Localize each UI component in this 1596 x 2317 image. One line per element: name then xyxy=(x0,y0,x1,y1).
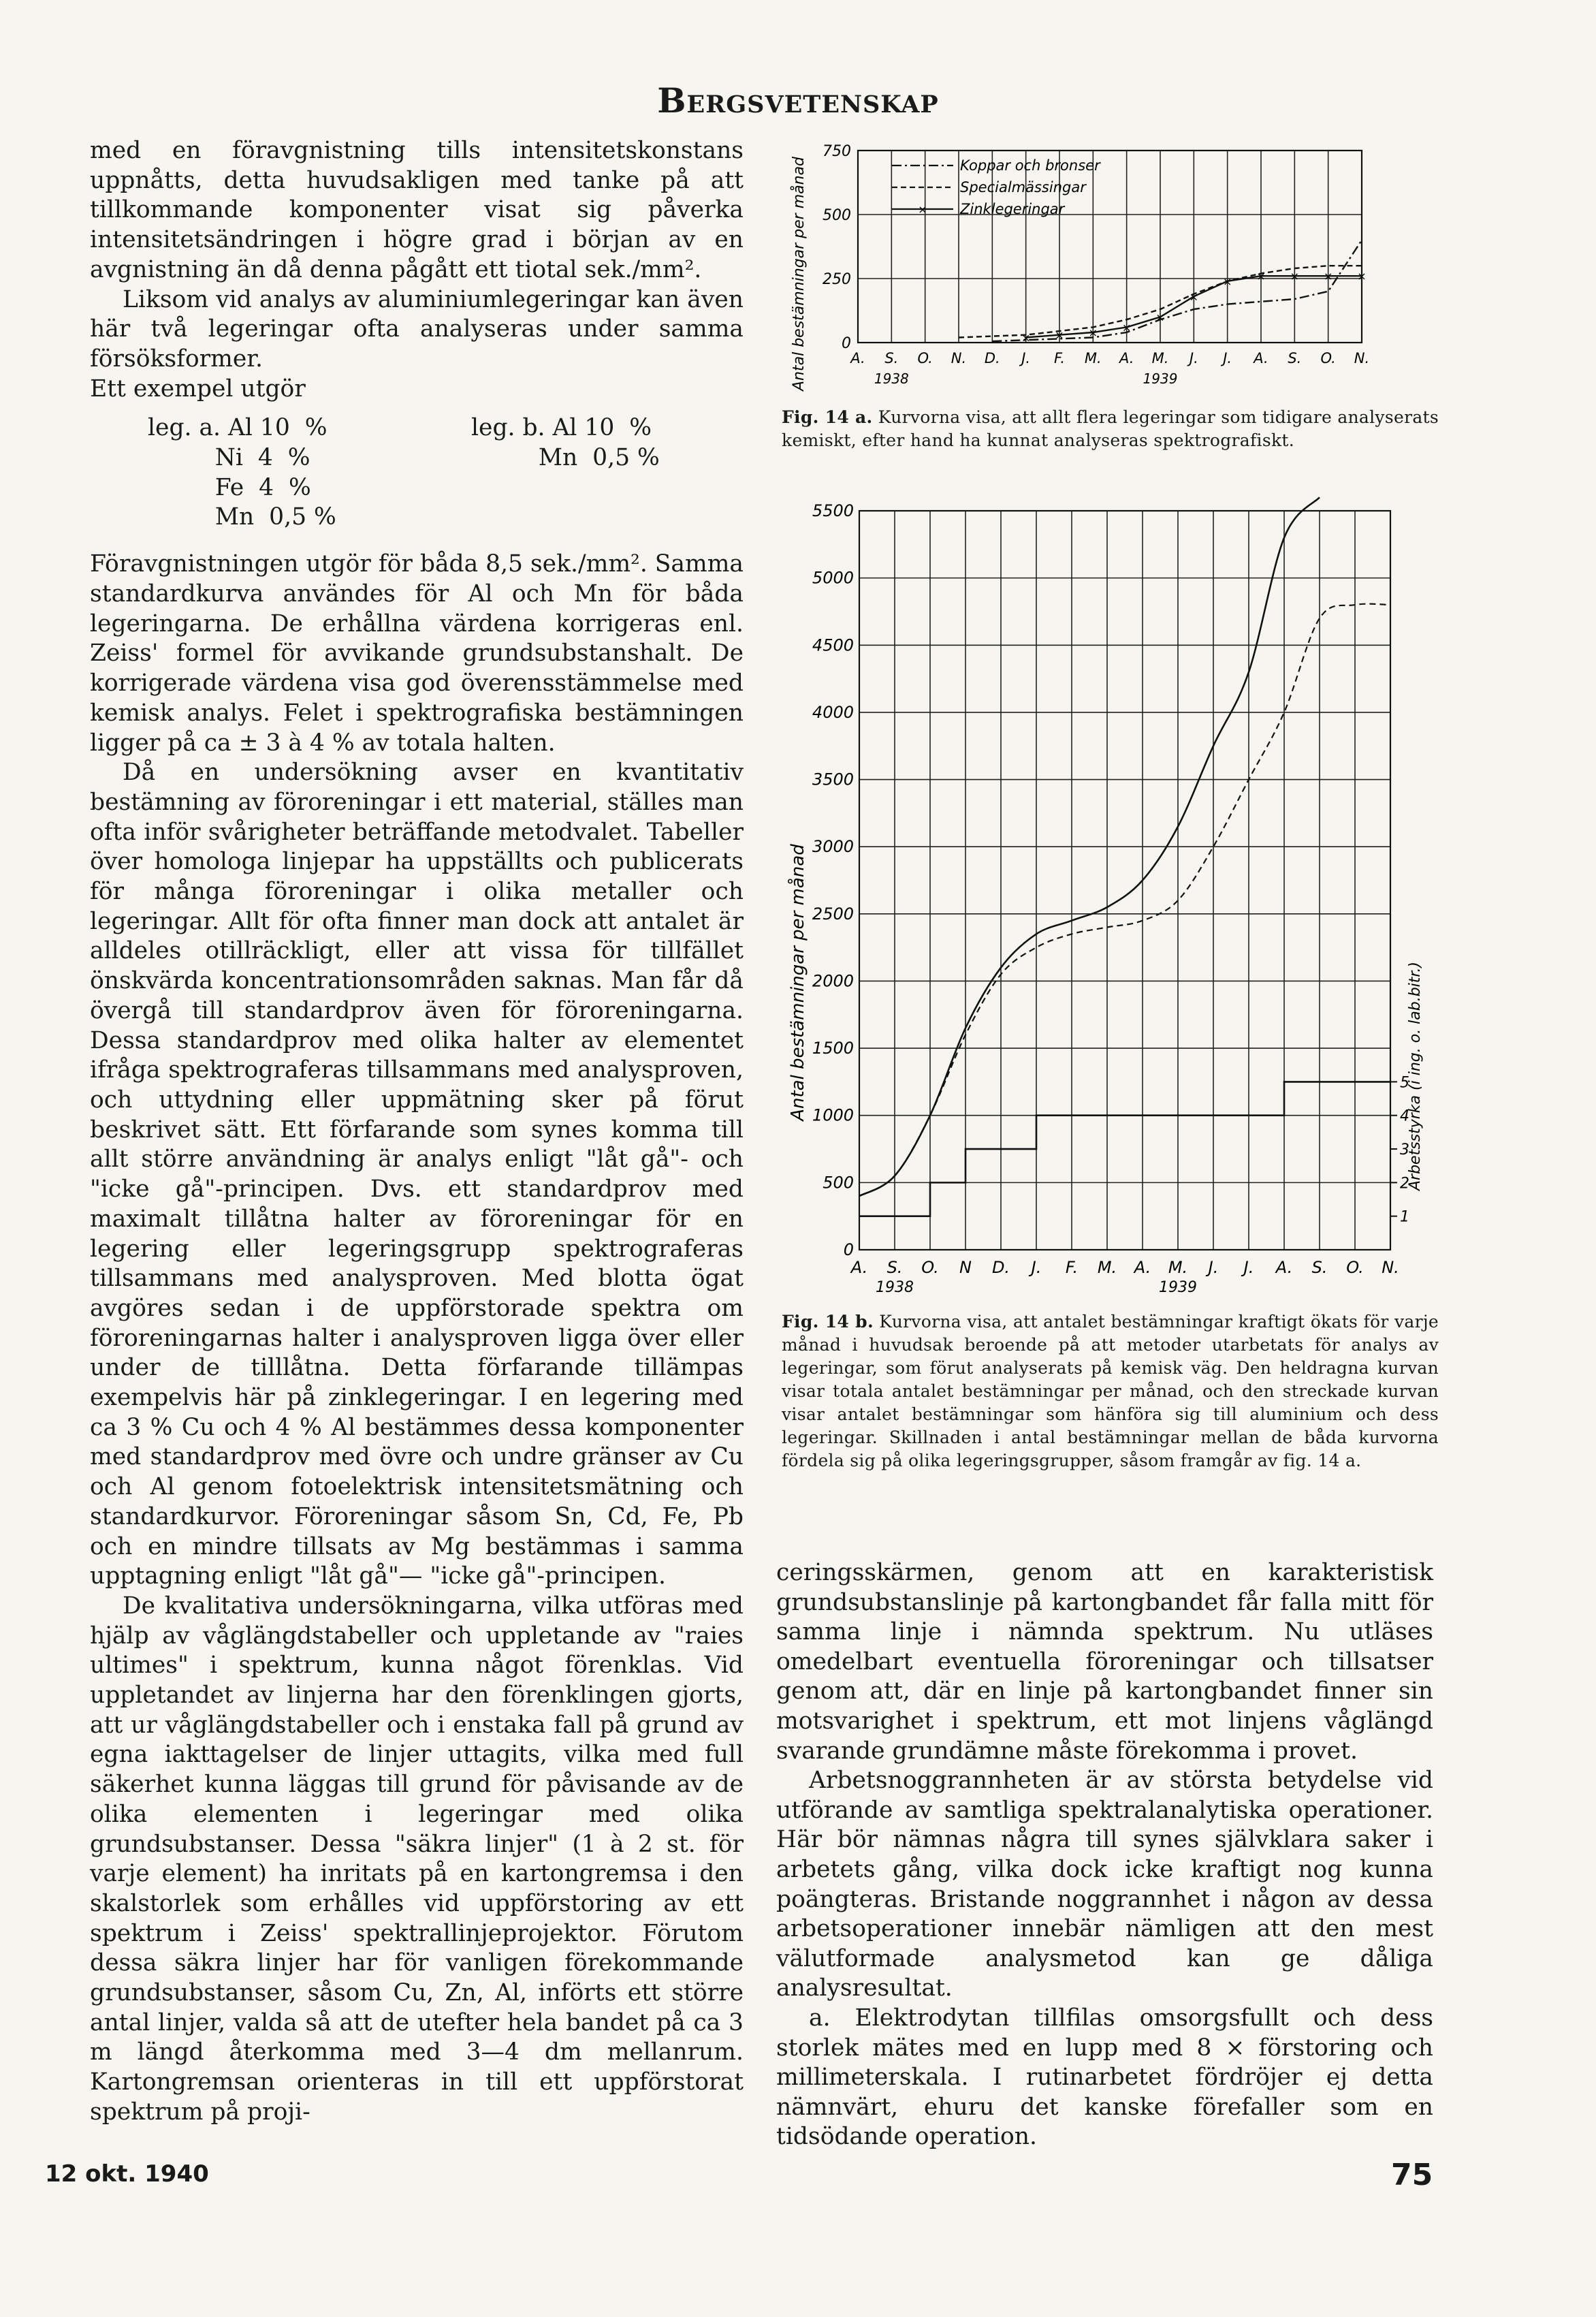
alloy-a xyxy=(148,413,336,533)
data-point: × xyxy=(1189,290,1199,304)
caption-text: Kurvorna visa, att allt flera legeringar som tidigare analyserats kemiskt, efter hand ha kunnat analyseras spektrografiskt. xyxy=(782,407,1439,450)
x-tick-label: S. xyxy=(1288,350,1302,366)
y-tick-label: 5500 xyxy=(812,501,854,520)
x-tick-label: A. xyxy=(850,350,865,366)
y-tick-label: 0 xyxy=(843,1240,854,1259)
y-tick-label: 3500 xyxy=(812,770,854,789)
y-tick-label: 250 xyxy=(823,271,851,288)
alloy-row: Fe 4 % xyxy=(148,473,311,501)
journal-title: Bergsvetenskap xyxy=(657,80,939,121)
x-tick-label: A. xyxy=(1119,350,1134,366)
issue-date: 12 okt. 1940 xyxy=(45,2160,209,2188)
y2-tick-label: 1 xyxy=(1400,1208,1409,1226)
y2-tick-label: 4 xyxy=(1400,1107,1409,1125)
data-point: × xyxy=(1323,270,1333,283)
data-point: × xyxy=(1290,270,1300,283)
data-point: × xyxy=(1155,311,1165,324)
paragraph: a. Elektrodytan tillfilas omsorgsfullt och dess storlek mätes med en lupp med 8 × förstoring och millimeterskala. I rutinarbetet fördröjer ej detta nämnvärt, ehuru det kanske förefaller som en tidsödande operation. xyxy=(776,2004,1433,2151)
alloy-row: Mn 0,5 % xyxy=(471,444,660,472)
x-tick-label: F. xyxy=(1053,350,1066,366)
x-tick-label: A. xyxy=(1254,350,1268,366)
paragraph: ceringsskärmen, genom att en karakteristisk grundsubstanslinje på kartongbandet får falla mitt för samma linje i nämnda spektrum. Nu utläses omedelbart eventuella föroreningar och tillsatser genom att, där en linje på kartongbandet finner sin motsvarighet i spektrum, ett mot linjens våglängd svarande grundämne måste förekomma i provet. xyxy=(776,1559,1433,1765)
y-tick-label: 750 xyxy=(823,143,851,160)
series-line-aluminium xyxy=(859,604,1390,1196)
x-tick-label: D. xyxy=(984,350,1000,366)
y-tick-label: 500 xyxy=(823,1173,854,1193)
year-label: 1939 xyxy=(1143,371,1178,387)
paragraph: De kvalitativa undersökningarna, vilka utföras med hjälp av våglängdstabeller och uppletande av "raies ultimes" i spektrum, kunna något förenklas. Vid uppletandet av linjerna har den förenklingen gjorts, att ur våglängdstabeller och i enstaka fall på grund av egna iakttagelser de linjer uttagits, vilka med full säkerhet kunna läggas till grund för påvisande av de olika elementen i legeringar med olika grundsubstanser. Dessa "säkra linjer" (1 à 2 st. för varje element) ha inritats på en kartongremsa i den skalstorlek som erhålles vid uppförstoring av ett spektrum i Zeiss' spektrallinjeprojektor. Förutom dessa säkra linjer har för vanligen förekommande grundsubstanser, såsom Cu, Zn, Al, införts ett större antal linjer, valda så att de utefter hela bandet på ca 3 m längd återkomma med 3—4 dm mellanrum. Kartongremsan orienteras in till ett uppförstorat spektrum på proji- xyxy=(90,1592,744,2126)
y-tick-label: 1000 xyxy=(812,1105,854,1125)
alloy-row: Mn 0,5 % xyxy=(148,503,336,531)
x-tick-label: J. xyxy=(1223,350,1232,366)
x-tick-label: J. xyxy=(1208,1258,1219,1277)
y-tick-label: 2500 xyxy=(812,904,854,924)
data-point: × xyxy=(1121,321,1132,334)
legend-label: Zinklegeringar xyxy=(960,201,1065,217)
alloy-row: leg. a. Al 10 % xyxy=(148,414,328,442)
left-column xyxy=(90,136,744,2128)
paragraph: med en föravgnistning tills intensitetskonstans uppnåtts, detta huvudsakligen med tanke på att tillkommande komponenter visat sig påverka intensitetsändringen i högre grad i början av en avgnistning än då denna pågått ett tiotal sek./mm². xyxy=(90,137,744,283)
y-tick-label: 4000 xyxy=(812,702,854,722)
x-tick-label: A. xyxy=(1275,1258,1293,1277)
alloy-b xyxy=(471,413,660,473)
x-tick-label: O. xyxy=(1320,350,1336,366)
y2-tick-label: 2 xyxy=(1400,1175,1409,1193)
y2-tick-label: 3 xyxy=(1400,1141,1409,1159)
paragraph: Ett exempel utgör xyxy=(90,375,306,403)
x-tick-label: N. xyxy=(951,350,967,366)
data-point: × xyxy=(1088,326,1098,339)
x-tick-label: A. xyxy=(1134,1258,1151,1277)
figure-14a-chart xyxy=(783,126,1396,405)
figure-14a-caption xyxy=(782,406,1439,452)
y-tick-label: 0 xyxy=(842,335,851,352)
right-column xyxy=(776,1558,1433,2152)
legend-label: Koppar och bronser xyxy=(960,157,1100,174)
y2-axis-label: Arbetsstyrka (i ing. o. lab.bitr.) xyxy=(1407,961,1424,1191)
x-tick-label: O. xyxy=(921,1258,939,1277)
x-tick-label: M. xyxy=(1151,350,1169,366)
y-tick-label: 4500 xyxy=(812,635,854,655)
x-tick-label: J. xyxy=(1031,1258,1042,1277)
x-tick-label: N. xyxy=(1382,1258,1399,1277)
alloy-row: Ni 4 % xyxy=(148,444,310,472)
data-point: × xyxy=(1256,270,1266,283)
caption-label: Fig. 14 a. xyxy=(782,407,873,427)
alloy-example xyxy=(90,413,744,536)
year-label: 1938 xyxy=(876,1279,914,1296)
x-tick-label: M. xyxy=(1084,350,1102,366)
paragraph: Då en undersökning avser en kvantitativ bestämning av föroreningar i ett material, ställes man ofta inför svårigheter beträffande metodvalet. Tabeller över homologa linjepar ha uppställts och publicerats för många föroreningar i olika metaller och legeringar. Allt för ofta finner man dock att antalet är alldeles otillräckligt, eller att vissa för tillfället önskvärda koncentrationsområden saknas. Man får då övergå till standardprov även för föroreningarna. Dessa standardprov med olika halter av elementet ifråga spektrograferas tillsammans med analysproven, och uttydning eller uppmätning sker på förut beskrivet sätt. Ett förfarande som synes komma till allt större användning är analys enligt "låt gå"- och "icke gå"-principen. Dvs. ett standardprov med maximalt tillåtna halter av föroreningar för en legering eller legeringsgrupp spektrograferas tillsammans med analysproven. Med blotta ögat avgöres sedan i de uppförstorade spektra om föroreningarnas halter i analysproven ligga över eller under de tilllåtna. Detta förfarande tillämpas exempelvis här på zinklegeringar. I en legering med ca 3 % Cu och 4 % Al bestämmes dessa komponenter med standardprov med övre och undre gränser av Cu och Al genom fotoelektrisk intensitetsmätning och standardkurvor. Föroreningar såsom Sn, Cd, Fe, Pb och en mindre tillsats av Mg bestämmas i samma upptagning enligt "låt gå"— "icke gå"-principen. xyxy=(90,759,744,1590)
x-tick-label: F. xyxy=(1065,1258,1079,1277)
y-tick-label: 500 xyxy=(823,207,851,224)
x-tick-label: A. xyxy=(850,1258,868,1277)
year-label: 1939 xyxy=(1159,1279,1197,1296)
x-tick-label: M. xyxy=(1097,1258,1117,1277)
y-tick-label: 3000 xyxy=(812,837,854,857)
y-tick-label: 2000 xyxy=(812,971,854,991)
x-tick-label: J. xyxy=(1243,1258,1254,1277)
plot-frame xyxy=(859,511,1390,1250)
x-tick-label: O. xyxy=(917,350,933,366)
legend-label: Specialmässingar xyxy=(960,179,1086,195)
figure-14b-caption xyxy=(782,1310,1439,1472)
figure-14b-chart xyxy=(783,490,1437,1301)
x-tick-label: S. xyxy=(884,350,899,366)
x-tick-label: J. xyxy=(1021,350,1031,366)
x-tick-label: N. xyxy=(1354,350,1370,366)
paragraph: Föravgnistningen utgör för båda 8,5 sek./mm². Samma standardkurva användes för Al och Mn för båda legeringarna. De erhållna värdena korrigeras enl. Zeiss' formel för avvikande grundsubstanshalt. De korrigerade värdena visa god överensstämmelse med kemisk analys. Felet i spektrografiska bestämningen ligger på ca ± 3 à 4 % av totala halten. xyxy=(90,550,744,757)
year-label: 1938 xyxy=(874,371,909,387)
x-tick-label: S. xyxy=(1311,1258,1328,1277)
data-point: × xyxy=(1055,328,1064,342)
series-line xyxy=(992,240,1362,345)
x-tick-label: J. xyxy=(1189,350,1198,366)
alloy-row: leg. b. Al 10 % xyxy=(471,414,652,442)
paragraph: Arbetsnoggrannheten är av största betydelse vid utförande av samtliga spektralanalytiska operationer. Här bör nämnas några till synes självklara saker i arbetets gång, vilka dock icke kraftigt nog kunna poängteras. Bristande noggrannhet i någon av dessa arbetsoperationer innebär nämligen att den mest välutformade analysmetod kan ge dåliga analysresultat. xyxy=(776,1767,1433,2002)
y-tick-label: 1500 xyxy=(812,1039,854,1058)
legend-marker: × xyxy=(918,203,927,216)
plot-frame xyxy=(858,151,1362,343)
y-axis-label: Antal bestämningar per månad xyxy=(788,844,808,1121)
data-point: × xyxy=(1222,274,1232,288)
data-point: × xyxy=(1021,331,1031,345)
x-tick-label: O. xyxy=(1346,1258,1364,1277)
staircase-line xyxy=(859,1082,1390,1216)
x-tick-label: D. xyxy=(991,1258,1010,1277)
data-point: × xyxy=(1357,270,1367,283)
y-axis-label: Antal bestämningar per månad xyxy=(791,156,808,392)
y-tick-label: 5000 xyxy=(812,568,854,588)
x-tick-label: N xyxy=(959,1258,972,1277)
y2-tick-label: 5 xyxy=(1400,1074,1409,1092)
caption-label: Fig. 14 b. xyxy=(782,1312,874,1331)
paragraph: Liksom vid analys av aluminiumlegeringar kan även här två legeringar ofta analyseras under samma försöksformer. xyxy=(90,285,744,373)
caption-text: Kurvorna visa, att antalet bestämningar kraftigt ökats för varje månad i huvudsak beroende på att metoder utarbetats för analys av legeringar, som förut analyserats på kemisk väg. Den heldragna kurvan visar totala antalet bestämningar per månad, och den streckade kurvan visar antalet bestämningar som hänföra sig till aluminium och dess legeringar. Skillnaden i antal bestämningar mellan de båda kurvorna fördela sig på olika legeringsgrupper, såsom framgår av fig. 14 a. xyxy=(782,1312,1439,1470)
x-tick-label: M. xyxy=(1168,1258,1188,1277)
x-tick-label: S. xyxy=(887,1258,903,1277)
page-number: 75 xyxy=(1391,2158,1433,2192)
